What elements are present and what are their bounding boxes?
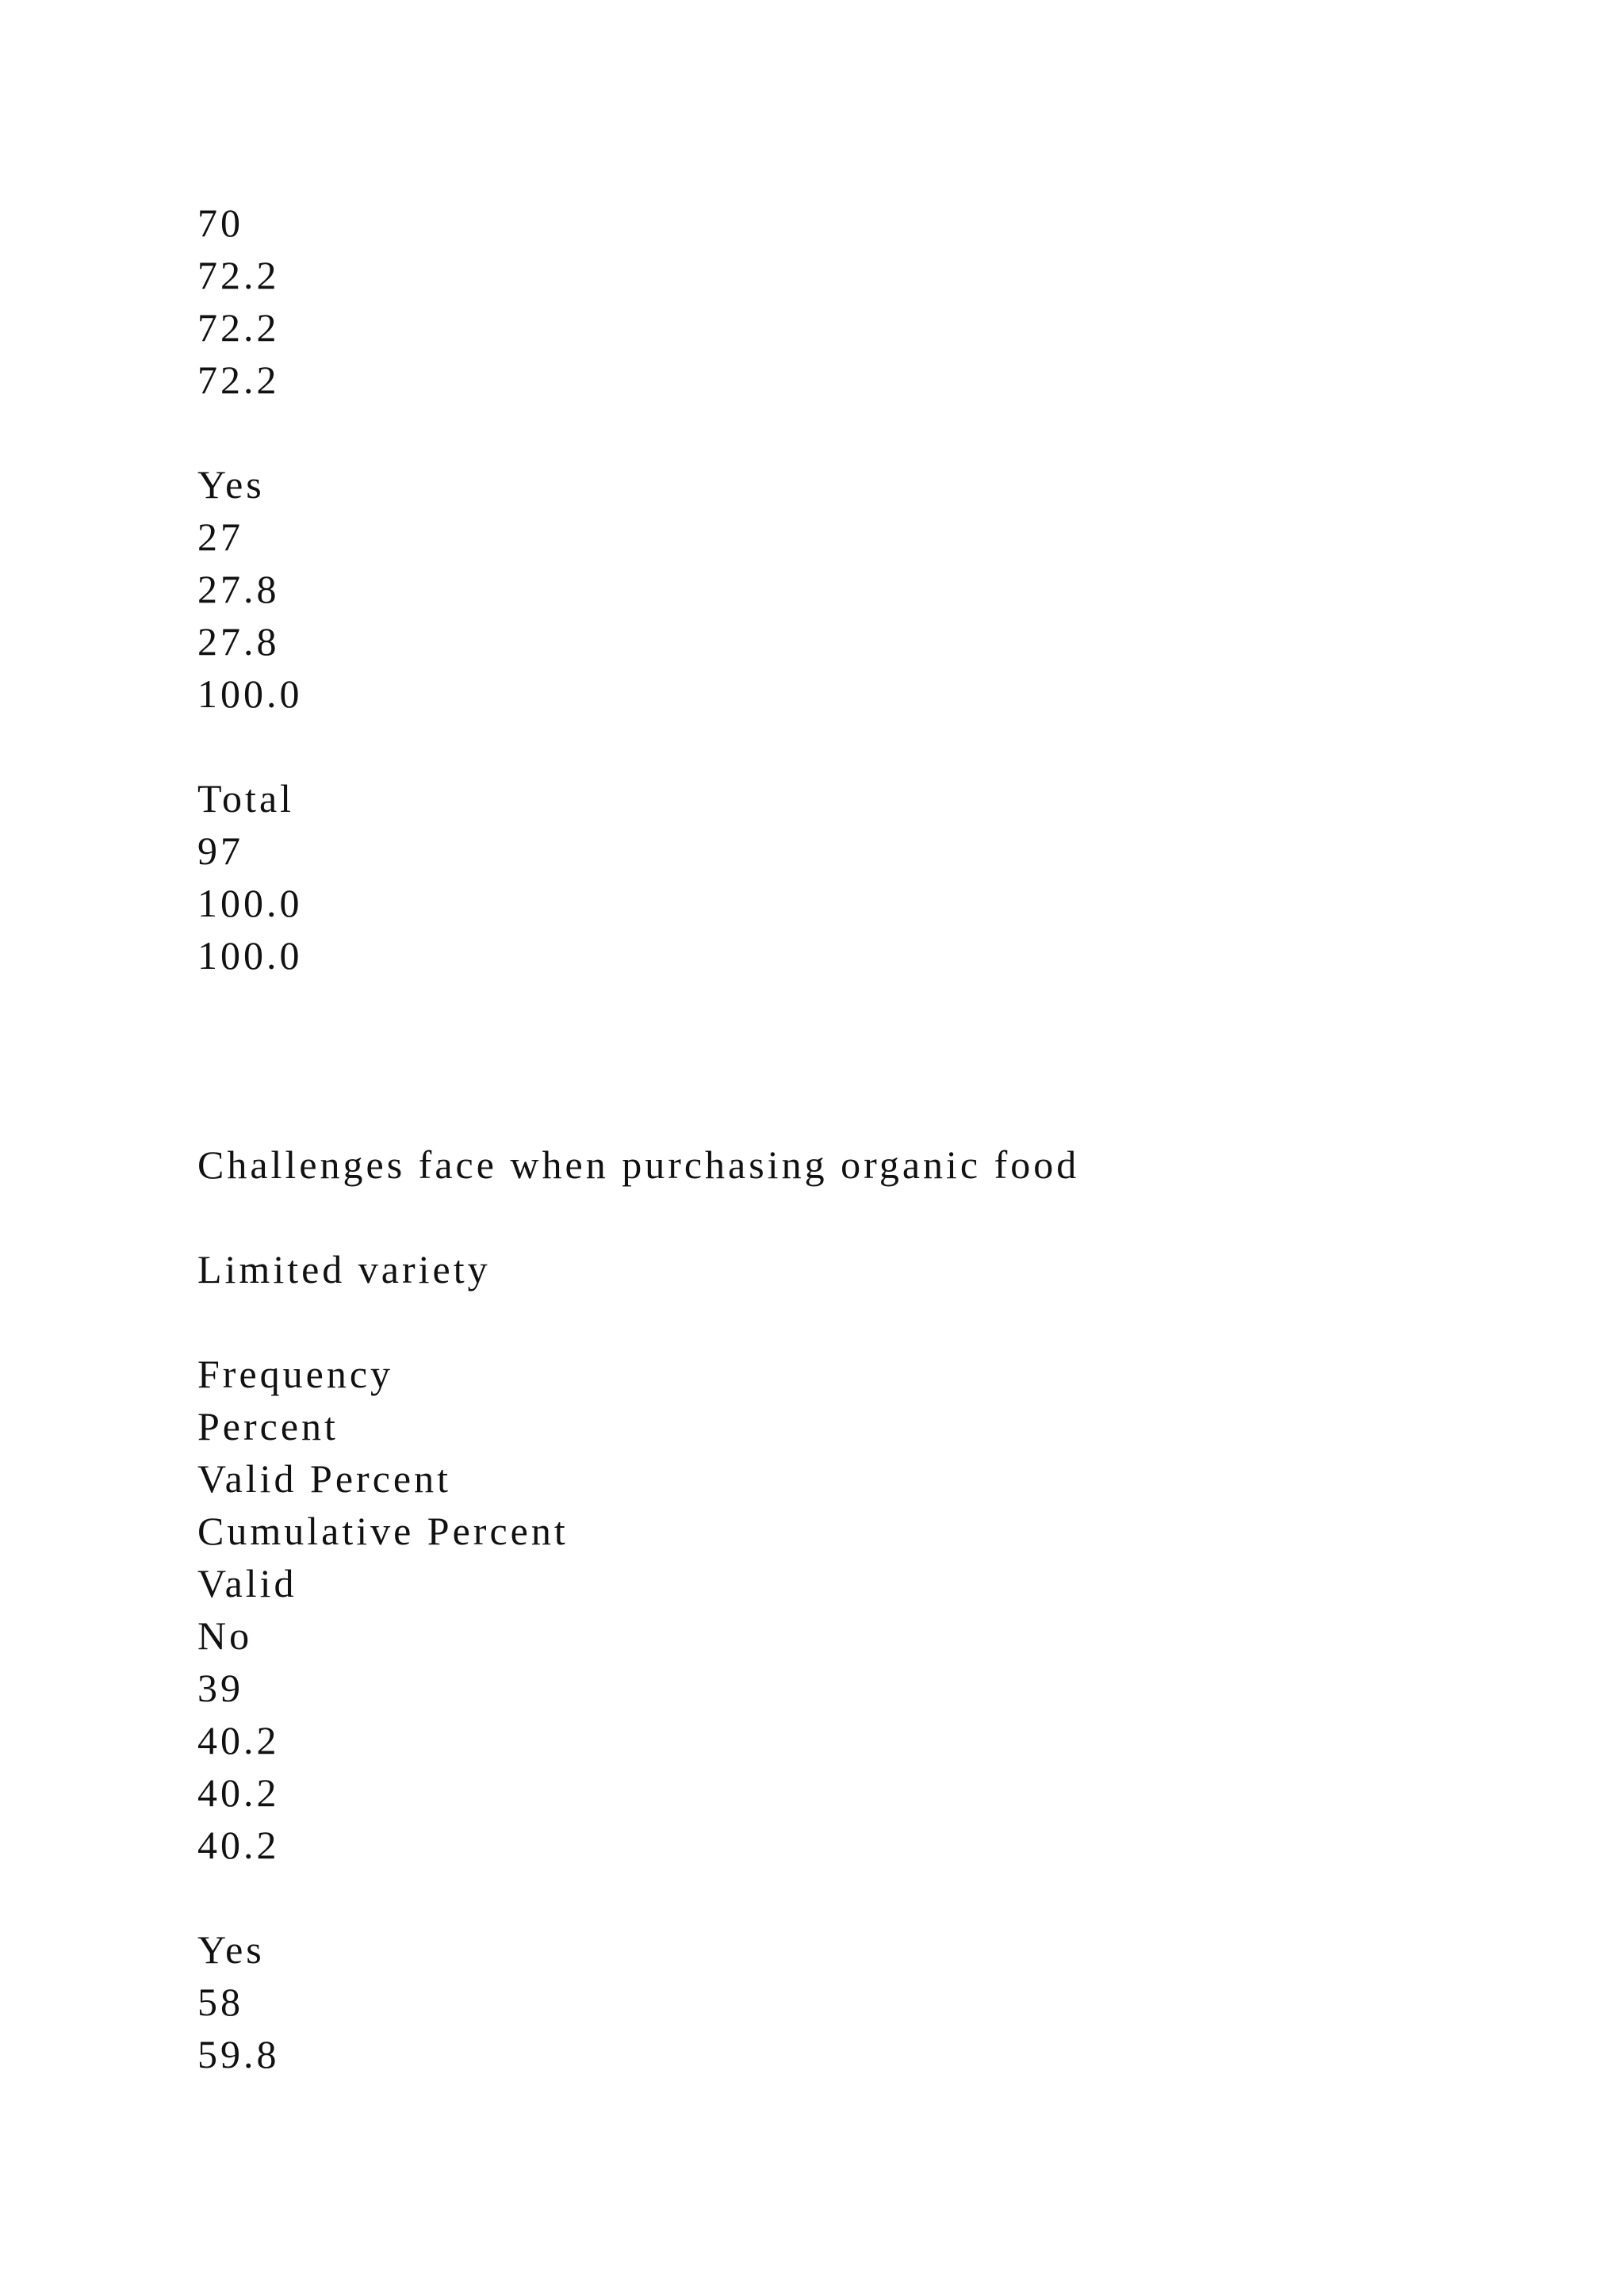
no-label: No xyxy=(197,1613,253,1658)
prev-total-label: Total xyxy=(197,776,295,821)
header-percent: Percent xyxy=(197,1404,339,1448)
prev-total-valid-percent: 100.0 xyxy=(197,933,303,978)
prev-yes-percent: 27.8 xyxy=(197,567,280,611)
prev-yes-label: Yes xyxy=(197,462,265,507)
header-frequency: Frequency xyxy=(197,1352,394,1396)
yes-frequency: 58 xyxy=(197,1980,243,2024)
prev-yes-valid-percent: 27.8 xyxy=(197,619,280,664)
prev-total-percent: 100.0 xyxy=(197,881,303,925)
prev-yes-frequency: 27 xyxy=(197,515,243,559)
no-frequency: 39 xyxy=(197,1666,243,1710)
prev-no-percent: 72.2 xyxy=(197,253,280,297)
section-heading: Challenges face when purchasing organic food xyxy=(197,1142,1080,1187)
prev-no-frequency: 70 xyxy=(197,201,243,245)
no-valid-percent: 40.2 xyxy=(197,1770,280,1815)
no-percent: 40.2 xyxy=(197,1718,280,1762)
prev-no-valid-percent: 72.2 xyxy=(197,305,280,350)
no-cumulative-percent: 40.2 xyxy=(197,1823,280,1867)
header-cumulative-percent: Cumulative Percent xyxy=(197,1509,569,1553)
prev-yes-cumulative-percent: 100.0 xyxy=(197,672,303,716)
valid-label: Valid xyxy=(197,1561,297,1605)
prev-no-cumulative-percent: 72.2 xyxy=(197,358,280,402)
prev-total-frequency: 97 xyxy=(197,828,243,873)
yes-label: Yes xyxy=(197,1927,265,1972)
yes-percent: 59.8 xyxy=(197,2032,280,2076)
header-valid-percent: Valid Percent xyxy=(197,1456,451,1501)
table-title: Limited variety xyxy=(197,1247,491,1292)
